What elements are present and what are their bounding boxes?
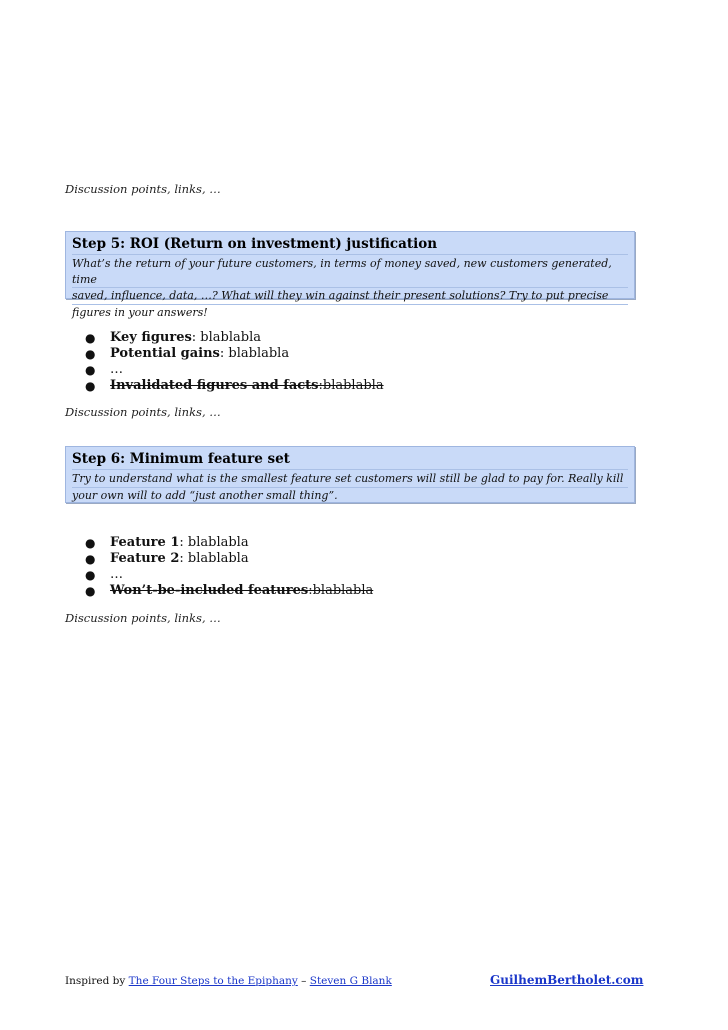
list-item — [85, 330, 384, 346]
bullet-icon: ● — [85, 536, 96, 550]
book-link[interactable]: The Four Steps to the Epiphany — [128, 975, 298, 987]
step-6-box — [65, 446, 635, 503]
bullet-label: Key figures — [110, 330, 192, 345]
bullet-label: Feature 2 — [110, 551, 180, 566]
bullet-value: … — [110, 362, 123, 377]
footer-prefix: Inspired by — [65, 975, 129, 987]
step-5-title: Step 5: ROI (Return on investment) justification — [72, 236, 628, 255]
discussion-points-step-6: Discussion points, links, … — [65, 611, 221, 625]
bullet-value: : blablabla — [219, 346, 290, 361]
bullet-value: :blablabla — [318, 378, 384, 393]
bullet-icon: ● — [85, 379, 96, 393]
bullet-icon: ● — [85, 363, 96, 377]
bullet-value: : blablabla — [179, 551, 249, 566]
step-5-box — [65, 231, 635, 319]
step-5-desc-line: What’s the return of your future customers, in terms of money saved, new customers generated, time — [72, 256, 628, 288]
discussion-points-step-5: Discussion points, links, … — [65, 405, 221, 419]
bullet-value: : blablabla — [179, 535, 249, 550]
list-item — [85, 551, 373, 567]
author-link[interactable]: Steven G Blank — [309, 975, 392, 987]
step-6-title: Step 6: Minimum feature set — [72, 451, 628, 470]
step-6-desc-line: your own will to add “just another small thing”. — [72, 488, 338, 502]
step-6-desc-line: Try to understand what is the smallest feature set customers will still be glad to pay for. Really kill — [72, 471, 628, 488]
list-item — [85, 535, 373, 551]
discussion-points-top: Discussion points, links, … — [65, 182, 221, 196]
step-6-bullet-list — [85, 535, 373, 599]
bullet-icon: ● — [85, 584, 96, 598]
bullet-label: Potential gains — [110, 346, 220, 361]
step-5-description — [72, 256, 628, 320]
list-item — [85, 346, 384, 362]
list-item — [85, 567, 373, 583]
list-item — [85, 362, 384, 378]
bullet-icon: ● — [85, 568, 96, 582]
bullet-icon: ● — [85, 347, 96, 361]
bullet-value: … — [110, 567, 123, 582]
bullet-value: : blablabla — [191, 330, 261, 345]
footer-credits — [65, 975, 392, 987]
brand-link[interactable]: GuilhemBertholet.com — [490, 973, 644, 987]
step-5-desc-line: figures in your answers! — [72, 305, 208, 319]
bullet-label: Feature 1 — [110, 535, 180, 550]
bullet-icon: ● — [85, 331, 96, 345]
step-5-desc-line: saved, influence, data, …? What will they win against their present solutions? Try to put precise — [72, 288, 628, 305]
list-item — [85, 378, 384, 394]
list-item — [85, 583, 373, 599]
bullet-label: Invalidated figures and facts — [110, 378, 319, 393]
bullet-label: Won’t-be-included features — [110, 583, 309, 598]
bullet-value: :blablabla — [308, 583, 374, 598]
step-6-description — [72, 471, 628, 503]
step-5-bullet-list — [85, 330, 384, 394]
bullet-icon: ● — [85, 552, 96, 566]
footer-separator: – — [297, 975, 310, 987]
